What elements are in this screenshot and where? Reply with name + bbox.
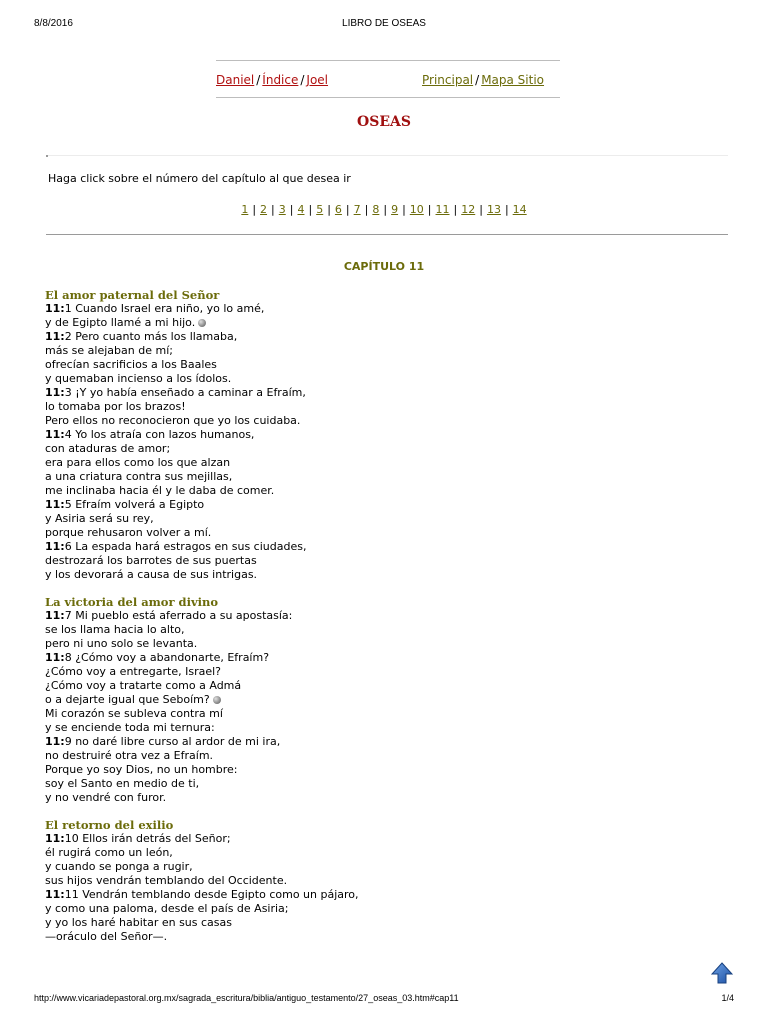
- verse-line: [45, 442, 645, 456]
- verse-text: 8 ¿Cómo voy a abandonarte, Efraím?: [64, 651, 270, 664]
- verse-text: 7 Mi pueblo está aferrado a su apostasía:: [64, 609, 293, 622]
- chapter-separator: |: [271, 203, 275, 216]
- verse-line: [45, 860, 645, 874]
- verse-number: 11:: [45, 540, 65, 553]
- section-title: La victoria del amor divino: [45, 595, 219, 609]
- verse-text: él rugirá como un león,: [45, 846, 173, 859]
- verse-number: 11:: [45, 832, 65, 845]
- verse-line: [45, 540, 645, 554]
- verse-line: [45, 358, 645, 372]
- verse-text: Pero ellos no reconocieron que yo los cuidaba.: [45, 414, 301, 427]
- verse-number: 11:: [45, 735, 65, 748]
- section-title: El amor paternal del Señor: [45, 288, 220, 302]
- verse-line: [45, 735, 645, 749]
- verse-text: Porque yo soy Dios, no un hombre:: [45, 763, 238, 776]
- verse-text: soy el Santo en medio de ti,: [45, 777, 200, 790]
- chapter-link-9[interactable]: 9: [391, 203, 399, 216]
- chapter-link-12[interactable]: 12: [461, 203, 476, 216]
- verse-number: 11:: [45, 302, 65, 315]
- verse-text: o a dejarte igual que Seboím?: [45, 693, 210, 706]
- verse-text: sus hijos vendrán temblando del Occidente.: [45, 874, 288, 887]
- verse-text: y quemaban incienso a los ídolos.: [45, 372, 232, 385]
- verse-text: y no vendré con furor.: [45, 791, 167, 804]
- chapter-separator: |: [308, 203, 313, 216]
- verse-line: [45, 568, 645, 582]
- verse-text: pero ni uno solo se levanta.: [45, 637, 198, 650]
- verse-line: [45, 707, 645, 721]
- book-navigation: [216, 73, 328, 87]
- verse-text: ¿Cómo voy a tratarte como a Admá: [45, 679, 242, 692]
- up-arrow-icon[interactable]: [711, 962, 733, 984]
- verse-line: [45, 372, 645, 386]
- chapter-separator: |: [427, 203, 432, 216]
- note-dot-icon[interactable]: [198, 319, 206, 327]
- verse-line: [45, 386, 645, 400]
- chapter-link-1[interactable]: 1: [241, 203, 249, 216]
- verse-text: 10 Ellos irán detrás del Señor;: [64, 832, 231, 845]
- site-navigation: [422, 73, 544, 87]
- index-link[interactable]: Índice: [262, 73, 299, 87]
- section: [45, 595, 645, 805]
- chapter-link-3[interactable]: 3: [278, 203, 286, 216]
- verse-line: [45, 651, 645, 665]
- next-book-link[interactable]: Joel: [306, 73, 329, 87]
- page-url: http://www.vicariadepastoral.org.mx/sagrada_escritura/biblia/antiguo_testamento/27_oseas_03.htm#cap11: [34, 993, 459, 1003]
- verse-line: [45, 470, 645, 484]
- verse-text: 6 La espada hará estragos en sus ciudades,: [64, 540, 307, 553]
- chapter-link-14[interactable]: 14: [512, 203, 527, 216]
- chapter-separator: |: [289, 203, 294, 216]
- verse-text: y yo los haré habitar en sus casas: [45, 916, 232, 929]
- verse-line: [45, 400, 645, 414]
- chapter-heading: CAPÍTULO 11: [343, 260, 425, 273]
- verse-line: [45, 693, 645, 707]
- verse-line: [45, 498, 645, 512]
- verse-line: [45, 763, 645, 777]
- verse-number: 11:: [45, 498, 65, 511]
- verse-text: 11 Vendrán temblando desde Egipto como un pájaro,: [64, 888, 359, 901]
- nav-separator: /: [300, 73, 305, 87]
- verse-text: era para ellos como los que alzan: [45, 456, 231, 469]
- chapter-link-5[interactable]: 5: [316, 203, 324, 216]
- verse-line: [45, 512, 645, 526]
- chapter-link-10[interactable]: 10: [409, 203, 424, 216]
- section: [45, 818, 645, 944]
- book-title: OSEAS: [357, 114, 411, 130]
- verse-number: 11:: [45, 888, 65, 901]
- verse-text: porque rehusaron volver a mí.: [45, 526, 212, 539]
- verse-text: a una criatura contra sus mejillas,: [45, 470, 233, 483]
- chapter-separator: |: [252, 203, 257, 216]
- note-dot-icon[interactable]: [213, 696, 221, 704]
- verse-text: —oráculo del Señor—.: [45, 930, 168, 943]
- divider: [46, 234, 728, 235]
- section: [45, 288, 645, 582]
- verse-text: y los devorará a causa de sus intrigas.: [45, 568, 258, 581]
- page-number: 1/4: [721, 993, 734, 1003]
- sitemap-link[interactable]: Mapa Sitio: [481, 73, 545, 87]
- verse-line: [45, 777, 645, 791]
- chapter-link-6[interactable]: 6: [334, 203, 342, 216]
- verse-text: se los llama hacia lo alto,: [45, 623, 185, 636]
- verse-text: 9 no daré libre curso al ardor de mi ira,: [64, 735, 281, 748]
- verse-text: y se enciende toda mi ternura:: [45, 721, 215, 734]
- navigation-bar: [216, 60, 560, 98]
- verse-text: y como una paloma, desde el país de Asiria;: [45, 902, 289, 915]
- verse-line: [45, 428, 645, 442]
- verse-line: [45, 623, 645, 637]
- chapter-text: [45, 288, 645, 957]
- verse-line: [45, 609, 645, 623]
- chapter-link-8[interactable]: 8: [372, 203, 380, 216]
- verse-line: [45, 554, 645, 568]
- print-header: [34, 18, 734, 32]
- verse-line: [45, 930, 645, 944]
- verse-text: destrozará los barrotes de sus puertas: [45, 554, 257, 567]
- verse-line: [45, 791, 645, 805]
- verse-line: [45, 902, 645, 916]
- print-date: 8/8/2016: [34, 18, 73, 29]
- chapter-separator: |: [504, 203, 509, 216]
- chapter-instruction: Haga click sobre el número del capítulo al que desea ir: [48, 172, 351, 185]
- chapter-separator: |: [453, 203, 458, 216]
- verse-line: [45, 526, 645, 540]
- chapter-separator: |: [479, 203, 483, 216]
- verse-text: y cuando se ponga a rugir,: [45, 860, 193, 873]
- verse-text: Mi corazón se subleva contra mí: [45, 707, 223, 720]
- verse-line: [45, 637, 645, 651]
- chapter-link-2[interactable]: 2: [260, 203, 268, 216]
- print-title: LIBRO DE OSEAS: [342, 18, 426, 29]
- verse-number: 11:: [45, 609, 65, 622]
- nav-separator: /: [256, 73, 261, 87]
- verse-text: 3 ¡Y yo había enseñado a caminar a Efraím,: [64, 386, 306, 399]
- verse-text: con ataduras de amor;: [45, 442, 171, 455]
- verse-line: [45, 665, 645, 679]
- verse-line: [45, 721, 645, 735]
- verse-text: 1 Cuando Israel era niño, yo lo amé,: [64, 302, 265, 315]
- verse-text: no destruiré otra vez a Efraím.: [45, 749, 214, 762]
- verse-text: 2 Pero cuanto más los llamaba,: [64, 330, 238, 343]
- chapter-separator: |: [364, 203, 369, 216]
- chapter-separator: |: [327, 203, 331, 216]
- verse-number: 11:: [45, 651, 65, 664]
- nav-separator: /: [475, 73, 480, 87]
- verse-line: [45, 344, 645, 358]
- chapter-index: [0, 203, 768, 216]
- main-page-link[interactable]: Principal: [422, 73, 474, 87]
- verse-number: 11:: [45, 330, 65, 343]
- verse-line: [45, 330, 645, 344]
- verse-line: [45, 916, 645, 930]
- verse-text: ofrecían sacrificios a los Baales: [45, 358, 217, 371]
- verse-text: 4 Yo los atraía con lazos humanos,: [64, 428, 255, 441]
- verse-text: y de Egipto llamé a mi hijo.: [45, 316, 196, 329]
- verse-line: [45, 846, 645, 860]
- verse-text: me inclinaba hacia él y le daba de comer.: [45, 484, 275, 497]
- verse-line: [45, 749, 645, 763]
- print-footer: [34, 993, 734, 1007]
- chapter-link-11[interactable]: 11: [435, 203, 450, 216]
- verse-line: [45, 484, 645, 498]
- verse-number: 11:: [45, 386, 65, 399]
- chapter-separator: |: [383, 203, 388, 216]
- verse-text: y Asiria será su rey,: [45, 512, 154, 525]
- verse-line: [45, 874, 645, 888]
- chapter-link-4[interactable]: 4: [297, 203, 305, 216]
- chapter-separator: |: [402, 203, 406, 216]
- verse-line: [45, 302, 645, 316]
- section-title: El retorno del exilio: [45, 818, 174, 832]
- verse-number: 11:: [45, 428, 65, 441]
- verse-line: [45, 888, 645, 902]
- verse-line: [45, 316, 645, 330]
- verse-text: 5 Efraím volverá a Egipto: [64, 498, 205, 511]
- divider: [46, 155, 728, 156]
- verse-line: [45, 456, 645, 470]
- verse-text: ¿Cómo voy a entregarte, Israel?: [45, 665, 221, 678]
- verse-text: lo tomaba por los brazos!: [45, 400, 186, 413]
- chapter-link-13[interactable]: 13: [486, 203, 501, 216]
- prev-book-link[interactable]: Daniel: [216, 73, 255, 87]
- verse-line: [45, 414, 645, 428]
- chapter-link-7[interactable]: 7: [353, 203, 361, 216]
- verse-line: [45, 679, 645, 693]
- verse-text: más se alejaban de mí;: [45, 344, 173, 357]
- chapter-separator: |: [345, 203, 350, 216]
- verse-line: [45, 832, 645, 846]
